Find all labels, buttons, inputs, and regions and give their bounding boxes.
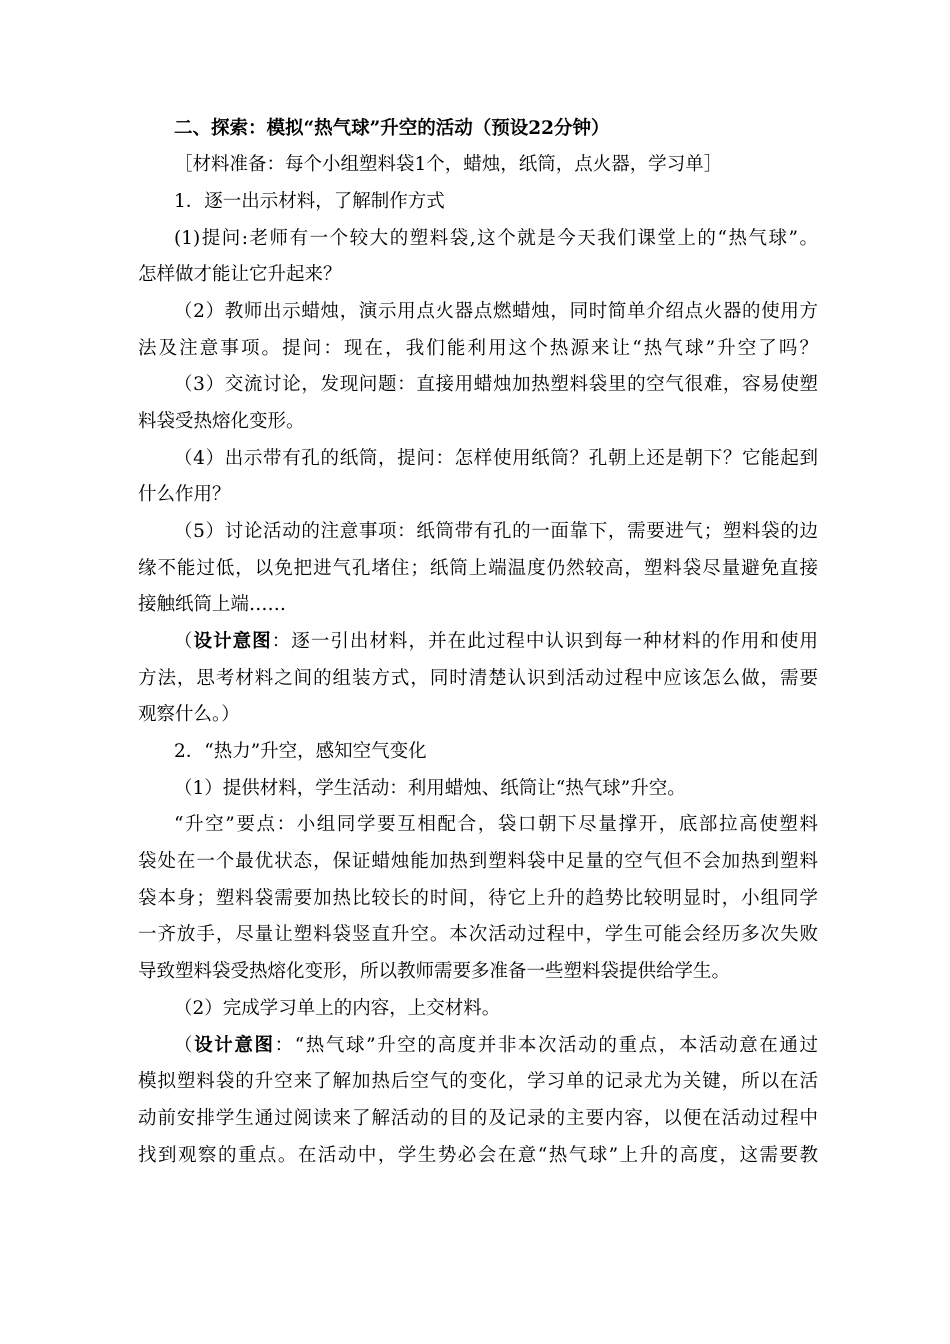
intent-text: ：逐一引出材料，并在此过程中认识到每一种材料的作用和使用	[271, 631, 818, 652]
intent-text: ：“热气球”升空的高度并非本次活动的重点，本活动意在通过	[274, 1035, 818, 1056]
step1-p4-line2: 什么作用？	[138, 484, 231, 505]
intent-open-paren: （	[174, 631, 194, 652]
step1-p5-line1: （5）讨论活动的注意事项：纸筒带有孔的一面靠下，需要进气；塑料袋的边	[174, 521, 818, 542]
step1-p4-line1: （4）出示带有孔的纸筒，提问：怎样使用纸筒？孔朝上还是朝下？它能起到	[174, 448, 818, 469]
step2-title: 2．“热力”升空，感知空气变化	[174, 741, 427, 762]
step1-p1-line1: (1)提问:老师有一个较大的塑料袋,这个就是今天我们课堂上的“热气球”。	[174, 228, 818, 249]
step2-intent-line2: 模拟塑料袋的升空来了解加热后空气的变化，学习单的记录尤为关键，所以在活	[138, 1071, 818, 1092]
step2-p1: （1）提供材料，学生活动：利用蜡烛、纸筒让“热气球”升空。	[174, 778, 686, 799]
step2-intent-line1	[174, 1034, 818, 1058]
step1-p1-line2: 怎样做才能让它升起来？	[138, 264, 342, 285]
step2-p2: （2）完成学习单上的内容，上交材料。	[174, 998, 501, 1019]
intent-label: 设计意图	[194, 1035, 275, 1056]
step2-key-line1: “升空”要点：小组同学要互相配合，袋口朝下尽量撑开，底部拉高使塑料	[174, 814, 818, 835]
step1-p5-line3: 接触纸筒上端……	[138, 594, 287, 615]
step1-p3-line1: （3）交流讨论，发现问题：直接用蜡烛加热塑料袋里的空气很难，容易使塑	[174, 374, 818, 395]
step1-p5-line2: 缘不能过低，以免把进气孔堵住；纸筒上端温度仍然较高，塑料袋尽量避免直接	[138, 558, 818, 579]
step1-p2-line1: （2）教师出示蜡烛，演示用点火器点燃蜡烛，同时简单介绍点火器的使用方	[174, 301, 818, 322]
step1-intent-line1	[174, 630, 818, 654]
intent-open-paren: （	[174, 1035, 195, 1056]
step2-key-line3: 袋本身；塑料袋需要加热比较长的时间，待它上升的趋势比较明显时，小组同学	[138, 888, 818, 909]
step2-intent-line3: 动前安排学生通过阅读来了解活动的目的及记录的主要内容，以便在活动过程中	[138, 1108, 818, 1129]
section-heading: 二、探索：模拟“热气球”升空的活动（预设22分钟）	[174, 118, 610, 139]
step1-intent-line3: 观察什么。）	[138, 704, 240, 725]
materials-note: ［材料准备：每个小组塑料袋1个，蜡烛，纸筒，点火器，学习单］	[174, 154, 723, 175]
intent-label: 设计意图	[193, 631, 272, 652]
step1-title: 1．逐一出示材料，了解制作方式	[174, 191, 445, 212]
step1-p2-line2: 法及注意事项。提问：现在，我们能利用这个热源来让“热气球”升空了吗？	[138, 338, 818, 359]
step2-key-line4: 一齐放手，尽量让塑料袋竖直升空。本次活动过程中，学生可能会经历多次失败	[138, 924, 818, 945]
step2-intent-line4: 找到观察的重点。在活动中，学生势必会在意“热气球”上升的高度，这需要教	[138, 1145, 818, 1166]
step1-p3-line2: 料袋受热熔化变形。	[138, 411, 305, 432]
step2-key-line5: 导致塑料袋受热熔化变形，所以教师需要多准备一些塑料袋提供给学生。	[138, 961, 731, 982]
step1-intent-line2: 方法，思考材料之间的组装方式，同时清楚认识到活动过程中应该怎么做，需要	[138, 668, 818, 689]
step2-key-line2: 袋处在一个最优状态，保证蜡烛能加热到塑料袋中足量的空气但不会加热到塑料	[138, 851, 818, 872]
